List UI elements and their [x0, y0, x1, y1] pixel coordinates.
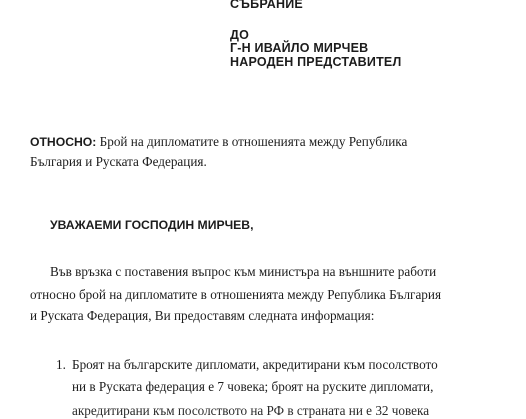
- list-item-number: 1.: [56, 357, 66, 372]
- recipient-line-2: ДО: [230, 28, 250, 42]
- subject-label: ОТНОСНО:: [30, 135, 97, 149]
- list-item-line-3: акредитирани към посолството на РФ в страната ни е 32 човека: [72, 403, 430, 418]
- subject-line-1: [30, 134, 407, 150]
- subject-line-2: България и Руската Федерация.: [30, 154, 207, 169]
- list-item-line-1: Броят на българските дипломати, акредитирани към посолството: [72, 357, 438, 372]
- body-line-3: и Руската Федерация, Ви предоставям следната информация:: [30, 308, 375, 323]
- recipient-line-4: НАРОДЕН ПРЕДСТАВИТЕЛ: [230, 55, 402, 69]
- body-line-2: относно брой на дипломатите в отношенията между Република България: [30, 287, 442, 302]
- salutation: УВАЖАЕМИ ГОСПОДИН МИРЧЕВ,: [50, 218, 254, 232]
- list-item-line-2: ни в Руската федерация е 7 човека; броят на руските дипломати,: [72, 379, 434, 394]
- body-line-1: Във връзка с поставения въпрос към министъра на външните работи: [50, 264, 437, 279]
- subject-text-1: Брой на дипломатите в отношенията между Република: [99, 134, 408, 149]
- recipient-line-1: СЪБРАНИЕ: [230, 0, 303, 11]
- recipient-line-3: Г-Н ИВАЙЛО МИРЧЕВ: [230, 41, 369, 55]
